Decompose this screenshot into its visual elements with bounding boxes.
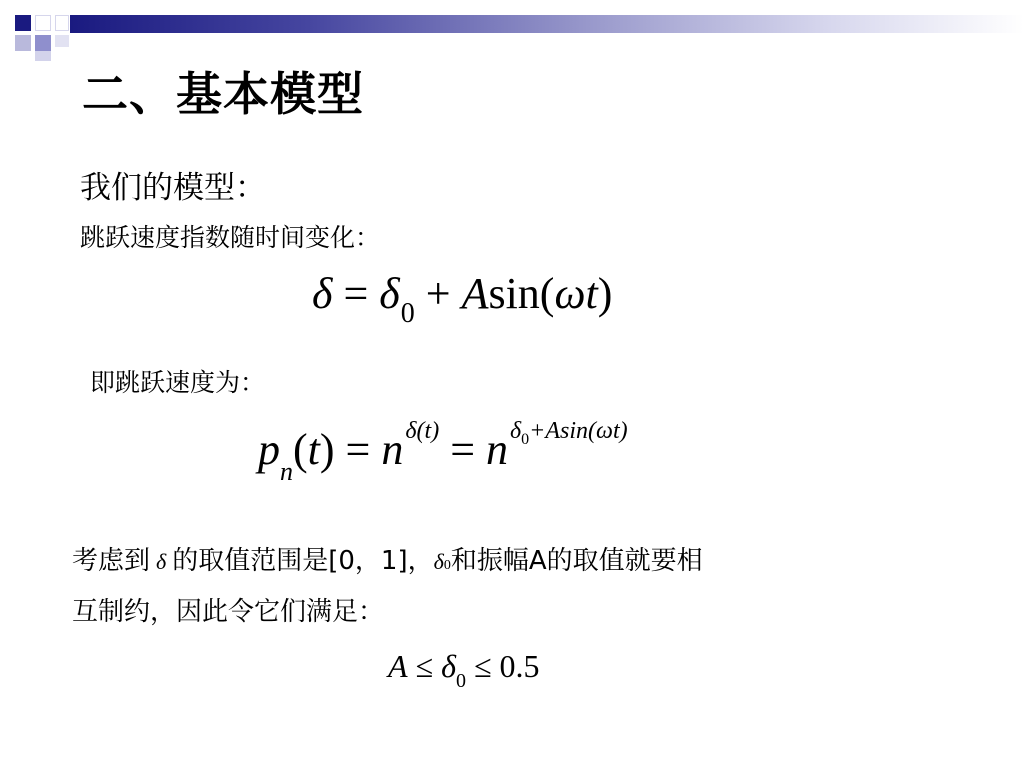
- eq2-exp-delta: δ: [510, 418, 522, 444]
- eq2-n-2: n: [486, 425, 509, 474]
- decor-square: [15, 35, 31, 51]
- equation-constraint: [388, 648, 540, 693]
- eq1-sub0: 0: [400, 298, 415, 329]
- eq1-omega: ω: [554, 269, 586, 318]
- eq2-close: ): [319, 425, 335, 474]
- header-gradient-bar: [70, 15, 1024, 33]
- equation-delta: [312, 268, 612, 330]
- para-part-1: 考虑到: [72, 546, 151, 576]
- eq2-exp-rest: +Asin(ωt): [529, 418, 628, 444]
- eq1-sin: sin(: [488, 269, 555, 318]
- para-delta0-sub: 0: [443, 558, 451, 573]
- eq3-A: A: [388, 648, 408, 684]
- eq3-sub0: 0: [455, 670, 466, 692]
- eq2-equals-1: =: [345, 425, 371, 474]
- para-part-3: 和振幅A的取值就要相: [450, 546, 703, 576]
- eq1-close: ): [597, 269, 613, 318]
- equation-jump-speed: [258, 418, 628, 487]
- constraint-paragraph: [72, 538, 703, 635]
- paragraph-line-2: 互制约，因此令它们满足：: [72, 597, 385, 627]
- eq3-le-2: ≤: [473, 648, 492, 684]
- eq2-exponent-1: δ(t): [405, 418, 440, 444]
- eq1-plus: +: [425, 269, 451, 318]
- eq3-value: 0.5: [499, 648, 540, 684]
- text-jump-speed-is: 即跳跃速度为：: [90, 368, 266, 397]
- eq2-open: (: [293, 425, 308, 474]
- decor-square: [55, 15, 69, 31]
- eq2-exp-sub0: 0: [521, 431, 530, 448]
- para-delta0-delta: δ: [433, 549, 444, 574]
- decor-square: [35, 15, 51, 31]
- paragraph-line-1: [72, 538, 703, 589]
- eq1-delta: δ: [379, 269, 400, 318]
- eq1-amplitude: A: [461, 269, 489, 318]
- text-our-model: 我们的模型：: [80, 170, 266, 206]
- slide-title: 二、基本模型: [82, 67, 364, 121]
- eq3-le-1: ≤: [415, 648, 434, 684]
- para-part-2: 的取值范围是[0，1]，: [172, 546, 434, 576]
- eq2-exponent-2: [510, 418, 628, 448]
- eq2-n-1: n: [381, 425, 404, 474]
- decor-square: [55, 35, 69, 47]
- eq2-equals-2: =: [450, 425, 476, 474]
- para-delta0-symbol: [434, 549, 451, 574]
- decor-square: [35, 35, 51, 51]
- eq2-p: p: [258, 425, 280, 474]
- eq2-t: t: [307, 425, 320, 474]
- eq1-lhs: δ: [312, 269, 333, 318]
- decor-square: [15, 15, 31, 31]
- decor-square: [35, 51, 51, 61]
- eq1-t: t: [585, 269, 598, 318]
- eq2-sub-n: n: [280, 457, 293, 486]
- text-jump-speed-change: 跳跃速度指数随时间变化：: [80, 223, 381, 252]
- eq1-equals: =: [343, 269, 369, 318]
- para-delta-symbol: δ: [156, 549, 167, 574]
- eq3-delta: δ: [441, 648, 456, 684]
